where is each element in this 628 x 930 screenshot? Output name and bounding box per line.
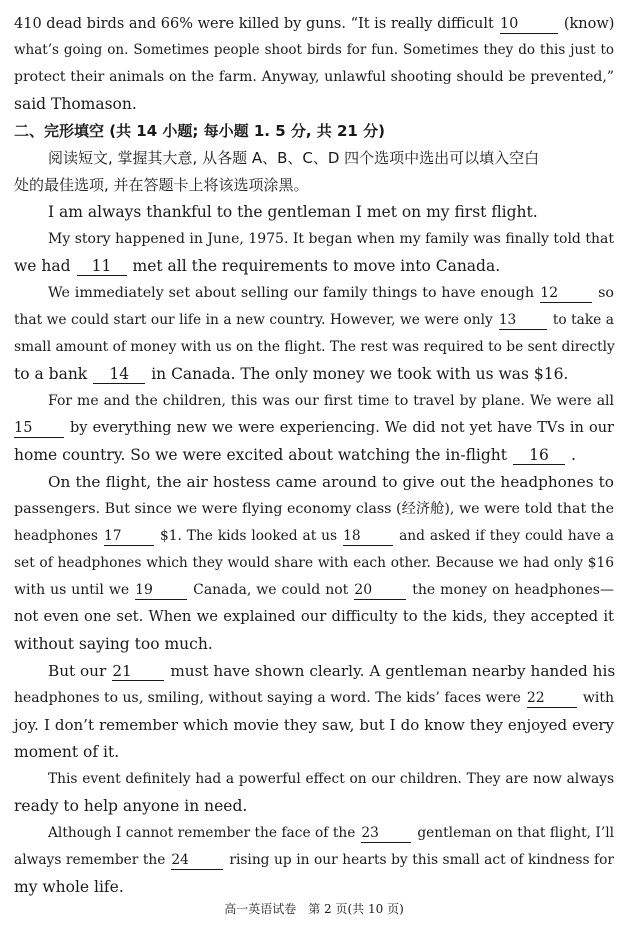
blank-17[interactable]: 17 <box>104 528 154 546</box>
text-line: home country. So we were excited about watching the in-flight 16 . <box>14 446 576 464</box>
blank-11[interactable]: 11 <box>77 258 127 276</box>
text-line: without saying too much. <box>14 635 213 653</box>
text-line: not even one set. When we explained our difficulty to the kids, they accepted it <box>14 608 614 625</box>
text-line: my whole life. <box>14 878 124 896</box>
text-line: set of headphones which they would share with each other. Because we had only $16 <box>14 555 614 571</box>
text-line: we had 11 met all the requirements to move into Canada. <box>14 257 501 275</box>
text-line: with us until we 19 Canada, we could not 20 the money on headphones— <box>14 582 614 598</box>
text-line: 410 dead birds and 66% were killed by guns. “It is really difficult 10 (know) <box>14 16 615 32</box>
text-line: what’s going on. Sometimes people shoot birds for fun. Sometimes they do this just to <box>14 42 614 58</box>
text-line: moment of it. <box>14 743 120 761</box>
blank-21[interactable]: 21 <box>112 663 164 681</box>
text-line: But our 21 must have shown clearly. A gentleman nearby handed his <box>48 662 616 680</box>
blank-18[interactable]: 18 <box>343 528 393 546</box>
blank-23[interactable]: 23 <box>361 825 411 843</box>
text-line: protect their animals on the farm. Anyway, unlawful shooting should be prevented,” <box>14 69 614 85</box>
blank-13[interactable]: 13 <box>499 312 547 330</box>
blank-15[interactable]: 15 <box>14 420 64 438</box>
blank-14[interactable]: 14 <box>93 366 145 384</box>
text-line: said Thomason. <box>14 95 137 113</box>
text-line: small amount of money with us on the flight. The rest was required to be sent directly <box>14 339 615 355</box>
page-footer: 高一英语试卷 第 2 页(共 10 页) <box>224 902 404 916</box>
blank-20[interactable]: 20 <box>354 582 406 600</box>
text-line: ready to help anyone in need. <box>14 797 248 815</box>
text-line: always remember the 24 rising up in our hearts by this small act of kindness for <box>14 852 614 868</box>
blank-19[interactable]: 19 <box>135 582 187 600</box>
text-line: This event definitely had a powerful effect on our children. They are now always <box>48 771 614 787</box>
blank-12[interactable]: 12 <box>540 285 592 303</box>
text-line: My story happened in June, 1975. It began when my family was finally told that <box>48 231 614 247</box>
text-line: We immediately set about selling our family things to have enough 12 so <box>48 285 614 301</box>
section-heading: 二、完形填空 (共 14 小题; 每小题 1. 5 分, 共 21 分) <box>14 122 385 140</box>
text-line: headphones 17 $1. The kids looked at us 18 and asked if they could have a <box>14 528 614 544</box>
text-line: to a bank 14 in Canada. The only money we took with us was $16. <box>14 365 569 383</box>
text-line: I am always thankful to the gentleman I met on my first flight. <box>48 203 538 221</box>
blank-16[interactable]: 16 <box>513 447 565 465</box>
text-line: headphones to us, smiling, without saying a word. The kids’ faces were 22 with <box>14 690 614 706</box>
text-line: joy. I don’t remember which movie they saw, but I do know they enjoyed every <box>14 716 614 734</box>
blank-24[interactable]: 24 <box>171 852 223 870</box>
text-line: that we could start our life in a new country. However, we were only 13 to take a <box>14 312 615 328</box>
text-line: On the flight, the air hostess came around to give out the headphones to <box>48 473 614 491</box>
instruction-line: 阅读短文, 掌握其大意, 从各题 A、B、C、D 四个选项中选出可以填入空白 <box>48 149 540 167</box>
blank-22[interactable]: 22 <box>527 690 577 708</box>
text-line: 15 by everything new we were experiencing. We did not yet have TVs in our <box>14 420 614 436</box>
instruction-line: 处的最佳选项, 并在答题卡上将该选项涂黑。 <box>14 176 309 194</box>
text-line: For me and the children, this was our first time to travel by plane. We were all <box>48 393 614 409</box>
text-line: passengers. But since we were flying economy class (经济舱), we were told that the <box>14 501 615 517</box>
blank-10[interactable]: 10 <box>500 16 558 34</box>
text-line: Although I cannot remember the face of the 23 gentleman on that flight, I’ll <box>48 825 615 841</box>
